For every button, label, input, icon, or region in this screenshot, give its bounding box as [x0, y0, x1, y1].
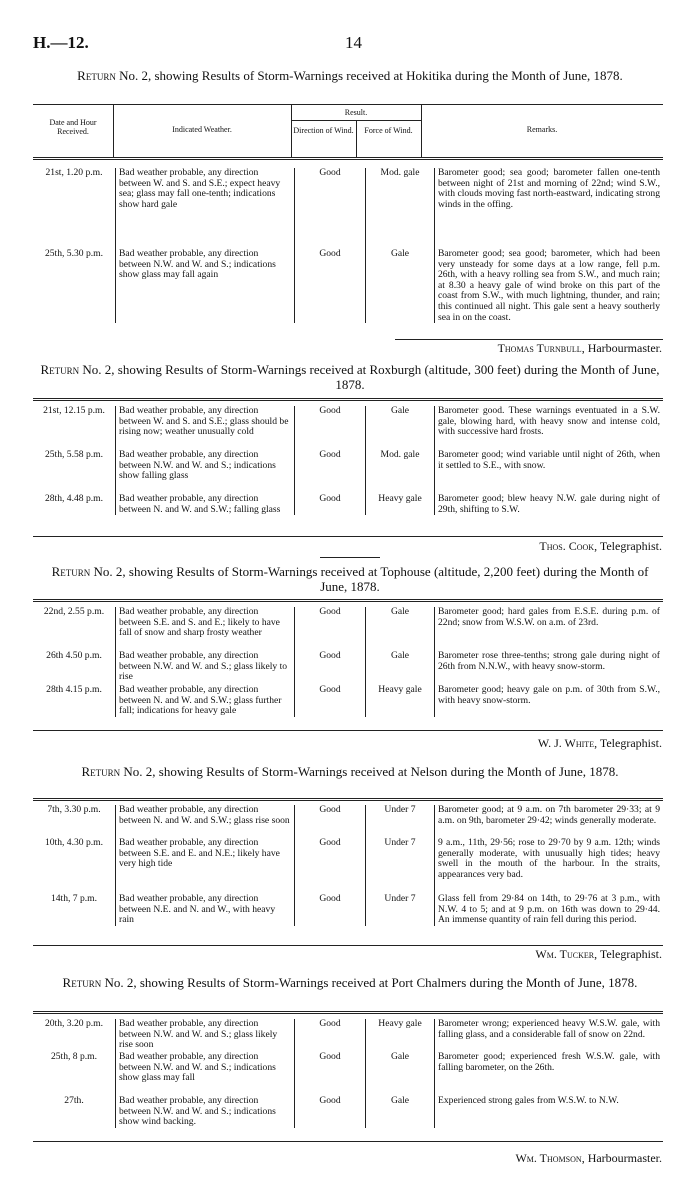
- cell-weather: Bad weather probable, any direction between W. and S. and S.E.; expect heavy sea; glass may fall one-tenth; indications show hard gale: [116, 168, 295, 249]
- cell-remarks: Barometer good; sea good; barometer, which had been very unsteady for some days at a low range, fell p.m. 26th, with a heavy rolling sea from S.W., and much rain; at 8.30 a heavy gale of wind broke on this part of the coast from S.W., with much lightning, thunder, and rain; this continued all night. This gale sent a heavy southerly sea in on the coast.: [438, 248, 660, 323]
- cell-force: Mod. gale: [366, 450, 435, 494]
- table-tophouse: [33, 607, 663, 717]
- col-header-remarks: Remarks.: [526, 125, 558, 134]
- table-row: [33, 1052, 663, 1096]
- cell-date: 20th, 3.20 p.m.: [33, 1019, 116, 1052]
- title-text: No. 2, showing Results of Storm-Warnings received at Hokitika during the Month of June, 1878.: [119, 68, 623, 83]
- cell-remarks: 9 a.m., 11th, 29·56; rose to 29·70 by 9 a.m. 12th; winds generally moderate, with unusually high tides; heavy swell in the mouth of the harbour. In the straits, appearances very bad.: [438, 837, 660, 880]
- cell-force: Heavy gale: [366, 494, 435, 515]
- document-reference: H.—12.: [33, 33, 89, 52]
- section-title: [40, 975, 660, 990]
- title-prefix: Return: [62, 975, 102, 990]
- col-header-date: Date and Hour Received.: [49, 118, 97, 136]
- cell-direction: Good: [295, 450, 366, 494]
- cell-date: 27th.: [33, 1096, 116, 1128]
- cell-force: Mod. gale: [366, 168, 435, 249]
- cell-remarks: Barometer rose three-tenths; strong gale during night of 26th from N.N.W., with heavy snow-storm.: [438, 650, 660, 672]
- cell-weather: Bad weather probable, any direction between N.W. and W. and S.; indications show glass may fall: [116, 1052, 295, 1096]
- cell-date: 22nd, 2.55 p.m.: [33, 607, 116, 651]
- cell-remarks: Barometer good; sea good; barometer fallen one-tenth between night of 21st and morning of 22nd; wind S.W., with clouds moving fast north-eastward, indicating strong winds in the offing.: [438, 167, 660, 210]
- section-title: [40, 68, 660, 83]
- section-tophouse: [0, 564, 700, 594]
- cell-date: 25th, 5.58 p.m.: [33, 450, 116, 494]
- cell-direction: Good: [295, 805, 366, 838]
- table-row: [33, 1096, 663, 1128]
- col-header-direction: Direction of Wind.: [293, 126, 354, 135]
- table-roxburgh: [33, 406, 663, 515]
- table-row: [33, 168, 663, 249]
- cell-weather: Bad weather probable, any direction between N.W. and W. and S.; indications show falling glass: [116, 450, 295, 494]
- cell-weather: Bad weather probable, any direction between N.W. and W. and S.; glass likely to rise: [116, 651, 295, 685]
- signature-name: Wm. Tucker: [535, 947, 595, 961]
- title-text: No. 2, showing Results of Storm-Warnings received at Tophouse (altitude, 2,200 feet) during the Month of June, 1878.: [93, 564, 649, 594]
- cell-date: 25th, 5.30 p.m.: [33, 249, 116, 323]
- section-title: [40, 564, 660, 594]
- cell-direction: Good: [295, 168, 366, 249]
- cell-weather: Bad weather probable, any direction between S.E. and S. and E.; likely to have fall of snow and sharp frosty weather: [116, 607, 295, 651]
- signature-name: Wm. Thomson: [515, 1151, 582, 1165]
- table-row: [33, 494, 663, 515]
- cell-date: 25th, 8 p.m.: [33, 1052, 116, 1096]
- cell-direction: Good: [295, 651, 366, 685]
- col-header-force: Force of Wind.: [364, 126, 413, 135]
- signature-role: , Harbourmaster.: [581, 341, 662, 355]
- signature-port-chalmers: [515, 1151, 662, 1166]
- cell-weather: Bad weather probable, any direction between N.W. and W. and S.; indications show wind backing.: [116, 1096, 295, 1128]
- title-prefix: Return: [77, 68, 116, 83]
- section-port-chalmers: [0, 975, 700, 990]
- table-row: [33, 805, 663, 838]
- cell-direction: Good: [295, 494, 366, 515]
- col-header-result: Result.: [344, 108, 368, 117]
- signature-hokitika: [498, 341, 662, 356]
- title-prefix: Return: [40, 362, 80, 377]
- signature-role: , Telegraphist.: [594, 539, 662, 553]
- title-prefix: Return: [81, 764, 121, 779]
- cell-force: Gale: [366, 607, 435, 651]
- section-title: [40, 764, 660, 779]
- signature-role: , Telegraphist.: [594, 736, 662, 750]
- title-text: No. 2, showing Results of Storm-Warnings received at Nelson during the Month of June, 1878.: [123, 764, 619, 779]
- cell-date: 14th, 7 p.m.: [33, 894, 116, 926]
- table-row: [33, 1019, 663, 1052]
- table-row: [33, 450, 663, 494]
- page-number: 14: [345, 33, 362, 52]
- signature-role: , Harbourmaster.: [581, 1151, 662, 1165]
- cell-date: 10th, 4.30 p.m.: [33, 838, 116, 894]
- cell-force: Under 7: [366, 805, 435, 838]
- signature-name: Thos. Cook: [539, 539, 595, 553]
- cell-direction: Good: [295, 249, 366, 323]
- cell-direction: Good: [295, 685, 366, 717]
- table-row: [33, 894, 663, 926]
- cell-remarks: Barometer good. These warnings eventuated in a S.W. gale, blowing hard, with heavy snow and intense cold, with successive hard frosts.: [438, 405, 660, 438]
- cell-direction: Good: [295, 838, 366, 894]
- cell-weather: Bad weather probable, any direction between S.E. and E. and N.E.; likely have very high tide: [116, 838, 295, 894]
- cell-weather: Bad weather probable, any direction between N.W. and W. and S.; indications show glass may fall again: [116, 249, 295, 323]
- cell-force: Gale: [366, 651, 435, 685]
- table-port-chalmers: [33, 1019, 663, 1128]
- signature-roxburgh: [539, 539, 662, 554]
- cell-date: 26th 4.50 p.m.: [33, 651, 116, 685]
- table-nelson: [33, 805, 663, 926]
- cell-date: 7th, 3.30 p.m.: [33, 805, 116, 838]
- signature-nelson: [535, 947, 662, 962]
- section-nelson: [0, 764, 700, 779]
- section-hokitika: [0, 68, 700, 83]
- cell-date: 21st, 12.15 p.m.: [33, 406, 116, 450]
- table-row: [33, 249, 663, 323]
- cell-direction: Good: [295, 607, 366, 651]
- cell-force: Under 7: [366, 894, 435, 926]
- title-text: No. 2, showing Results of Storm-Warnings received at Roxburgh (altitude, 300 feet) during the Month of June, 1878.: [82, 362, 660, 392]
- table-row: [33, 838, 663, 894]
- cell-force: Gale: [366, 1052, 435, 1096]
- title-text: No. 2, showing Results of Storm-Warnings received at Port Chalmers during the Month of June, 1878.: [104, 975, 638, 990]
- cell-date: 21st, 1.20 p.m.: [33, 168, 116, 249]
- cell-remarks: Glass fell from 29·84 on 14th, to 29·76 at 3 p.m., with N.W. 4 to 5; and at 9 p.m. on 16th was down to 29·44. An immense quantity of rain fell during this period.: [438, 893, 660, 926]
- table-hokitika: [33, 168, 663, 323]
- cell-weather: Bad weather probable, any direction between N.W. and W. and S.; glass likely rise soon: [116, 1019, 295, 1052]
- section-title: [40, 362, 660, 392]
- cell-remarks: Barometer good; hard gales from E.S.E. during p.m. of 22nd; snow from W.S.W. on a.m. of 23rd.: [438, 606, 660, 628]
- table-row: [33, 651, 663, 685]
- cell-direction: Good: [295, 1096, 366, 1128]
- cell-direction: Good: [295, 406, 366, 450]
- cell-weather: Bad weather probable, any direction between N. and W. and S.W.; falling glass: [116, 494, 295, 515]
- cell-force: Gale: [366, 406, 435, 450]
- cell-direction: Good: [295, 894, 366, 926]
- cell-weather: Bad weather probable, any direction between N. and W. and S.W.; glass further fall; indications for heavy gale: [116, 685, 295, 717]
- cell-direction: Good: [295, 1052, 366, 1096]
- cell-date: 28th, 4.48 p.m.: [33, 494, 116, 515]
- cell-remarks: Barometer good; at 9 a.m. on 7th barometer 29·33; at 9 a.m. on 9th, barometer 29·42; winds generally moderate.: [438, 804, 660, 826]
- cell-force: Heavy gale: [366, 1019, 435, 1052]
- cell-weather: Bad weather probable, any direction between N.E. and N. and W., with heavy rain: [116, 894, 295, 926]
- cell-direction: Good: [295, 1019, 366, 1052]
- cell-remarks: Barometer good; heavy gale on p.m. of 30th from S.W., with heavy snow-storm.: [438, 684, 660, 706]
- table-row: [33, 406, 663, 450]
- cell-force: Gale: [366, 249, 435, 323]
- cell-remarks: Experienced strong gales from W.S.W. to N.W.: [438, 1095, 619, 1106]
- col-header-weather: Indicated Weather.: [172, 125, 232, 134]
- signature-name: Thomas Turnbull: [497, 341, 582, 355]
- cell-force: Gale: [366, 1096, 435, 1128]
- cell-remarks: Barometer wrong; experienced heavy W.S.W. gale, with falling glass, and a considerable fall of snow on 22nd.: [438, 1018, 660, 1040]
- cell-remarks: Barometer good; experienced fresh W.S.W. gale, with falling barometer, on the 26th.: [438, 1051, 660, 1073]
- signature-role: , Telegraphist.: [594, 947, 662, 961]
- table-row: [33, 685, 663, 717]
- title-prefix: Return: [51, 564, 91, 579]
- section-roxburgh: [0, 362, 700, 392]
- cell-force: Heavy gale: [366, 685, 435, 717]
- signature-name: W. J. White: [537, 736, 595, 750]
- cell-force: Under 7: [366, 838, 435, 894]
- cell-date: 28th 4.15 p.m.: [33, 685, 116, 717]
- cell-weather: Bad weather probable, any direction between N. and W. and S.W.; glass rise soon: [116, 805, 295, 838]
- cell-weather: Bad weather probable, any direction between W. and S. and S.E.; glass should be rising now; weather unusually cold: [116, 406, 295, 450]
- cell-remarks: Barometer good; wind variable until night of 26th, when it settled to S.E., with snow.: [438, 449, 660, 471]
- signature-tophouse: [538, 736, 662, 751]
- table-row: [33, 607, 663, 651]
- cell-remarks: Barometer good; blew heavy N.W. gale during night of 29th, shifting to S.W.: [438, 493, 660, 515]
